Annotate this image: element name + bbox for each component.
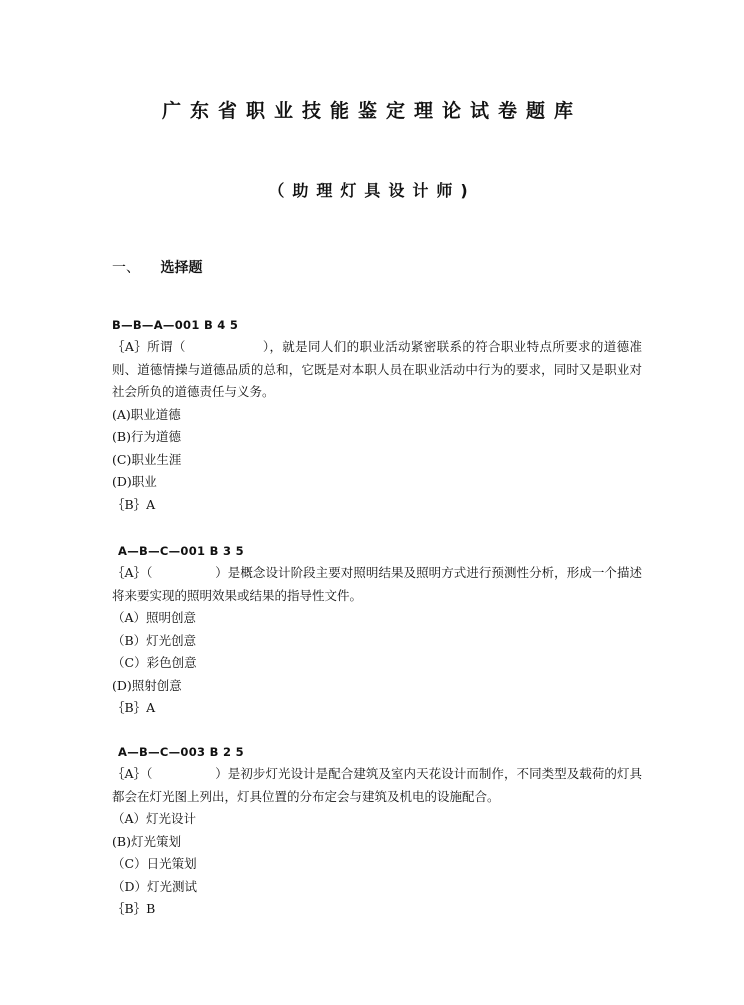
question-option-b: (B)灯光策划: [112, 833, 181, 849]
question-option-d: (D)职业: [112, 474, 157, 489]
question-option-c: （C）彩色创意: [112, 655, 197, 670]
section-heading: [112, 257, 202, 277]
question-code: A—B—C—003 B 2 5: [118, 745, 244, 759]
question-block-2: [112, 540, 642, 720]
question-option-a: （A）灯光设计: [112, 811, 197, 826]
question-stem: ｛A｝所谓（ ），就是同人们的职业活动紧密联系的符合职业特点所要求的道德准则、道德情操与道德品质的总和，它既是对本职人员在职业活动中行为的要求，同时又是职业对社会所负的道德责任与义务。: [112, 339, 642, 399]
question-stem: ｛A｝（ ）是概念设计阶段主要对照明结果及照明方式进行预测性分析，形成一个描述将来要实现的照明效果或结果的指导性文件。: [112, 565, 642, 603]
page-title: 广东省职业技能鉴定理论试卷题库: [161, 100, 582, 122]
question-stem: ｛A｝（ ）是初步灯光设计是配合建筑及室内天花设计而制作，不同类型及载荷的灯具都会在灯光图上列出，灯具位置的分布定会与建筑及机电的设施配合。: [112, 766, 642, 804]
question-option-c: （C）日光策划: [112, 856, 197, 871]
section-label: 选择题: [160, 260, 203, 276]
question-option-a: (A)职业道德: [112, 406, 181, 422]
question-answer: ｛B｝A: [112, 700, 156, 715]
question-option-d: （D）灯光测试: [112, 878, 198, 894]
page-subtitle: （助理灯具设计师): [268, 181, 476, 200]
question-option-b: （B）灯光创意: [112, 632, 197, 648]
question-code: A—B—C—001 B 3 5: [118, 544, 244, 558]
question-block-3: [112, 741, 642, 921]
question-code: B—B—A—001 B 4 5: [112, 318, 239, 332]
question-option-a: （A）照明创意: [112, 610, 197, 625]
section-number: 一、: [112, 260, 140, 276]
question-answer: ｛B｝B: [112, 901, 156, 916]
question-option-d: (D)照射创意: [112, 677, 182, 693]
question-block-1: [112, 314, 642, 516]
question-option-b: (B)行为道德: [112, 429, 181, 444]
question-option-c: (C)职业生涯: [112, 451, 182, 467]
question-answer: ｛B｝A: [112, 496, 156, 512]
